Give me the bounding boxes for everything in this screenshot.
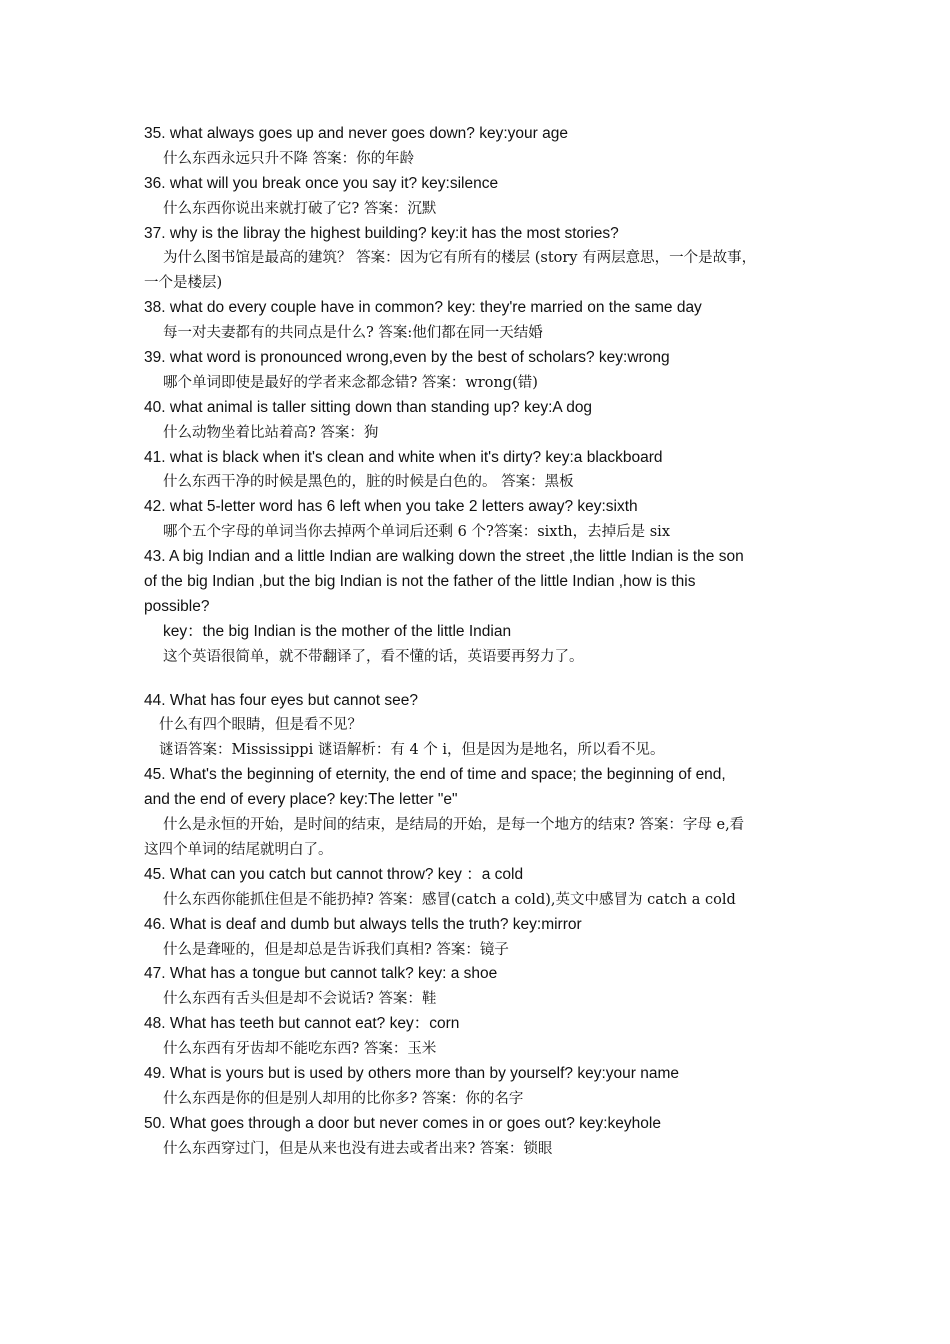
question-36: 36. what will you break once you say it? key:silence bbox=[144, 174, 499, 192]
answer-37-cn: 为什么图书馆是最高的建筑？ 答案：因为它有所有的楼层 (story 有两层意思，一个是故事， bbox=[163, 250, 757, 267]
answer-46-cn: 什么是聋哑的，但是却总是告诉我们真相? 答案：镜子 bbox=[163, 941, 509, 958]
question-46: 46. What is deaf and dumb but always tells the truth? key:mirror bbox=[144, 915, 582, 933]
answer-41-cn: 什么东西干净的时候是黑色的，脏的时候是白色的。 答案：黑板 bbox=[163, 474, 574, 491]
answer-39-cn: 哪个单词即使是最好的学者来念都念错? 答案：wrong(错) bbox=[163, 374, 538, 391]
answer-35-cn: 什么东西永远只升不降 答案：你的年龄 bbox=[163, 150, 415, 167]
question-35: 35. what always goes up and never goes down? key:your age bbox=[144, 125, 568, 142]
answer-42-cn: 哪个五个字母的单词当你去掉两个单词后还剩 6 个?答案：sixth，去掉后是 six bbox=[163, 524, 671, 541]
answer-47-cn: 什么东西有舌头但是却不会说话? 答案：鞋 bbox=[163, 991, 437, 1008]
answer-45b-cn: 什么东西你能抓住但是不能扔掉? 答案：感冒(catch a cold),英文中感冒为 catch a cold bbox=[163, 891, 736, 908]
question-50: 50. What goes through a door but never comes in or goes out? key:keyhole bbox=[144, 1114, 661, 1132]
answer-43-key: key：the big Indian is the mother of the little Indian bbox=[163, 622, 512, 640]
answer-49-cn: 什么东西是你的但是别人却用的比你多? 答案：你的名字 bbox=[163, 1090, 524, 1107]
answer-43-cn: 这个英语很简单，就不带翻译了，看不懂的话，英语要再努力了。 bbox=[163, 648, 584, 665]
answer-50-cn: 什么东西穿过门，但是从来也没有进去或者出来? 答案：锁眼 bbox=[163, 1140, 553, 1157]
question-43-end: possible? bbox=[144, 597, 210, 615]
question-45a-cont: and the end of every place? key:The letter "e" bbox=[144, 791, 458, 809]
question-43: 43. A big Indian and a little Indian are walking down the street ,the little Indian is the son bbox=[144, 548, 744, 566]
question-41: 41. what is black when it's clean and white when it's dirty? key:a blackboard bbox=[144, 448, 663, 466]
question-48: 48. What has teeth but cannot eat? key：corn bbox=[144, 1015, 460, 1033]
question-49: 49. What is yours but is used by others more than by yourself? key:your name bbox=[144, 1064, 680, 1082]
question-39: 39. what word is pronounced wrong,even by the best of scholars? key:wrong bbox=[144, 349, 670, 367]
question-47: 47. What has a tongue but cannot talk? key: a shoe bbox=[144, 965, 498, 983]
answer-45a-cn: 什么是永恒的开始，是时间的结束，是结局的开始，是每一个地方的结束? 答案：字母 e,看 bbox=[163, 817, 745, 834]
question-44: 44. What has four eyes but cannot see? bbox=[144, 691, 419, 709]
answer-37-cn-cont: 一个是楼层) bbox=[144, 275, 223, 292]
question-40: 40. what animal is taller sitting down than standing up? key:A dog bbox=[144, 398, 593, 416]
answer-44-explain: 谜语答案：Mississippi 谜语解析：有 4 个 i，但是因为是地名，所以看不见。 bbox=[159, 742, 665, 759]
question-45a: 45. What's the beginning of eternity, the end of time and space; the beginning of end, bbox=[144, 766, 726, 784]
question-38: 38. what do every couple have in common? key: they're married on the same day bbox=[144, 299, 702, 317]
paragraph-gap bbox=[144, 670, 824, 689]
answer-40-cn: 什么动物坐着比站着高? 答案：狗 bbox=[163, 424, 379, 441]
answer-38-cn: 每一对夫妻都有的共同点是什么? 答案:他们都在同一天结婚 bbox=[163, 325, 543, 342]
answer-44-cn: 什么有四个眼睛，但是看不见？ bbox=[159, 717, 362, 734]
question-45b: 45. What can you catch but cannot throw? key ：a cold bbox=[144, 865, 524, 883]
document-page bbox=[144, 122, 824, 1162]
answer-48-cn: 什么东西有牙齿却不能吃东西? 答案：玉米 bbox=[163, 1041, 437, 1058]
question-43-cont: of the big Indian ,but the big Indian is not the father of the little Indian ,how is this bbox=[144, 573, 696, 591]
question-37: 37. why is the libray the highest building? key:it has the most stories? bbox=[144, 224, 619, 242]
answer-36-cn: 什么东西你说出来就打破了它? 答案：沉默 bbox=[163, 200, 437, 217]
answer-45a-cn-cont: 这四个单词的结尾就明白了。 bbox=[144, 841, 333, 858]
question-42: 42. what 5-letter word has 6 left when you take 2 letters away? key:sixth bbox=[144, 498, 638, 516]
